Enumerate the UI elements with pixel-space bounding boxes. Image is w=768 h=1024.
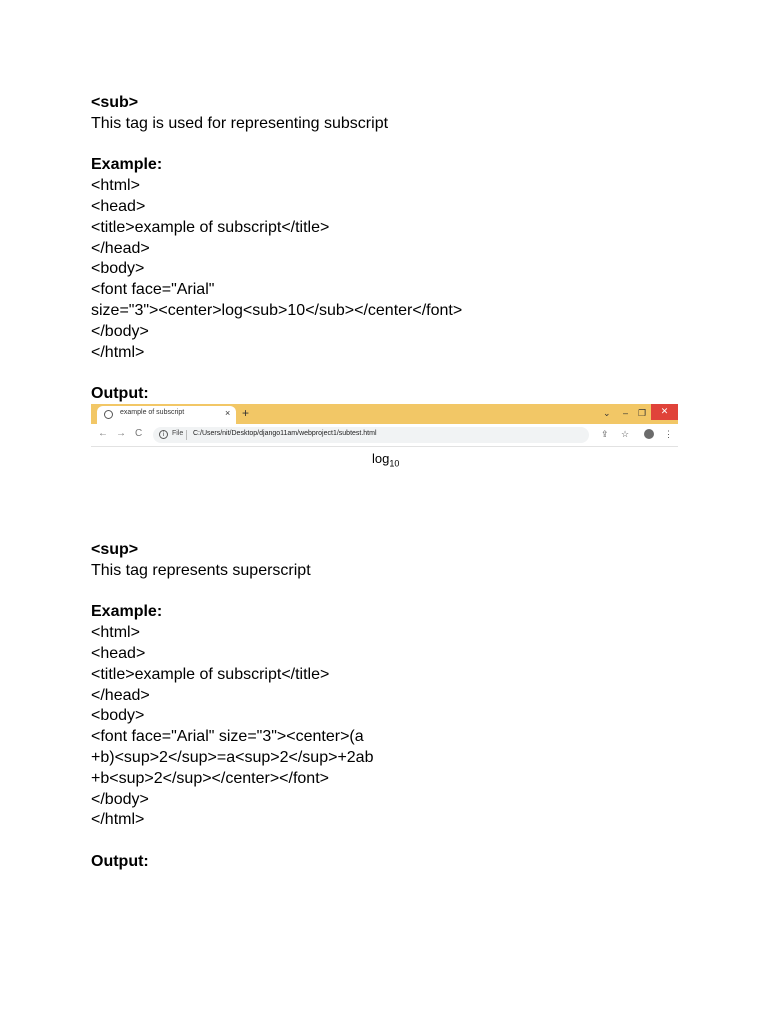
- tab-title: example of subscript: [120, 409, 185, 416]
- sub-example-label: Example:: [91, 156, 163, 174]
- sub-output-label: Output:: [91, 385, 149, 403]
- globe-icon: [104, 410, 113, 419]
- code-line: <body>: [91, 260, 145, 278]
- browser-output-screenshot: [91, 404, 678, 490]
- minimize-icon[interactable]: –: [623, 408, 629, 418]
- sup-section: [91, 540, 711, 873]
- code-line: </body>: [91, 790, 149, 808]
- window-close-icon[interactable]: ✕: [651, 404, 678, 420]
- tab-search-icon[interactable]: ⌄: [603, 408, 611, 418]
- code-line: size="3"><center>log<sub>10</sub></center</font>: [91, 301, 463, 319]
- code-line: </head>: [91, 686, 150, 704]
- menu-icon[interactable]: ⋮: [664, 429, 673, 439]
- code-line: <title>example of subscript</title>: [91, 665, 330, 683]
- tab-close-icon[interactable]: ×: [225, 408, 231, 418]
- bookmark-star-icon[interactable]: ☆: [621, 429, 630, 439]
- forward-icon[interactable]: →: [116, 428, 126, 439]
- new-tab-icon[interactable]: +: [242, 406, 250, 420]
- code-line: +b)<sup>2</sup>=a<sup>2</sup>+2ab: [91, 748, 374, 766]
- sup-heading: <sup>: [91, 541, 139, 558]
- output-base: log: [372, 451, 390, 466]
- address-bar[interactable]: [153, 427, 589, 443]
- code-line: +b<sup>2</sup></center></font>: [91, 769, 329, 787]
- sup-description: This tag represents superscript: [91, 561, 311, 579]
- code-line: <body>: [91, 707, 145, 725]
- code-line: <font face="Arial" size="3"><center>(a: [91, 728, 364, 746]
- rendered-output: [372, 451, 399, 469]
- address-divider: [186, 430, 187, 440]
- info-icon[interactable]: i: [159, 430, 168, 439]
- code-line: <head>: [91, 644, 146, 662]
- sup-example-label: Example:: [91, 603, 163, 621]
- code-line: <font face="Arial": [91, 281, 215, 299]
- browser-tab-bar: [91, 404, 678, 424]
- code-line: </html>: [91, 343, 145, 361]
- sub-section: [91, 93, 711, 405]
- browser-tab[interactable]: [97, 406, 236, 424]
- reload-icon[interactable]: C: [135, 428, 143, 439]
- code-line: <html>: [91, 177, 140, 195]
- code-line: <title>example of subscript</title>: [91, 218, 330, 236]
- output-subscript: 10: [389, 458, 400, 469]
- code-line: </head>: [91, 239, 150, 257]
- code-line: </body>: [91, 322, 149, 340]
- sup-output-label: Output:: [91, 852, 149, 870]
- browser-content: [91, 447, 678, 490]
- url-text[interactable]: C:/Users/nit/Desktop/django11am/webproject1/subtest.html: [193, 430, 377, 437]
- code-line: <head>: [91, 197, 146, 215]
- code-line: <html>: [91, 624, 140, 642]
- profile-avatar-icon[interactable]: [644, 429, 654, 439]
- file-label: File: [172, 430, 184, 437]
- restore-icon[interactable]: ❐: [638, 408, 647, 418]
- code-line: </html>: [91, 811, 145, 829]
- browser-toolbar: [91, 424, 678, 447]
- back-icon[interactable]: ←: [98, 428, 108, 439]
- sub-heading: <sub>: [91, 94, 139, 111]
- share-icon[interactable]: ⇪: [601, 429, 609, 439]
- sub-description: This tag is used for representing subscript: [91, 114, 389, 132]
